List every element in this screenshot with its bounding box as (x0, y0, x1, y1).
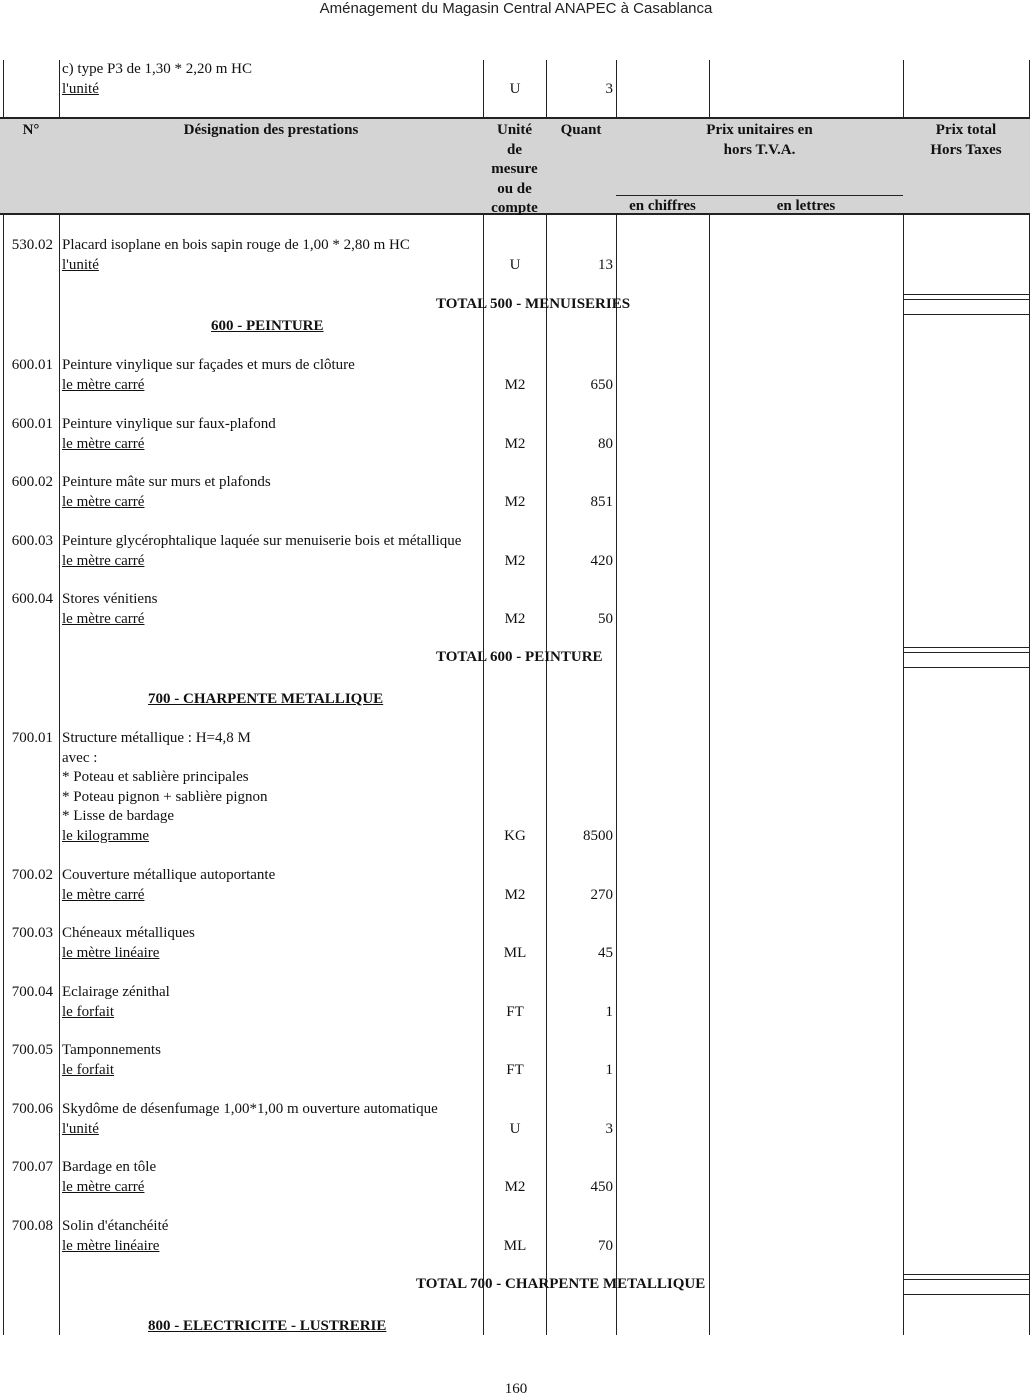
item-unit-label: le mètre carré (62, 493, 145, 510)
item-designation: Peinture vinylique sur façades et murs de clôture (62, 357, 355, 373)
item-designation: Couverture métallique autoportante (62, 867, 276, 883)
item-unit: M2 (504, 435, 526, 452)
header-in-figures: en chiffres (629, 198, 696, 214)
total-700-rule (903, 1294, 1029, 1295)
total-600-double-rule (903, 647, 1029, 653)
item-quantity: 270 (590, 886, 613, 903)
item-unit-label: le mètre linéaire (62, 1237, 160, 1254)
item-unit-label: le forfait (62, 1003, 115, 1020)
header-unit (483, 121, 546, 219)
item-unit: M2 (504, 552, 526, 569)
header-unit-price (616, 121, 903, 160)
item-unit: M2 (504, 493, 526, 510)
section-800-heading: 800 - ELECTRICITE - LUSTRERIE (148, 1318, 387, 1334)
item-unit-label: le mètre carré (62, 886, 145, 903)
total-600-rule (903, 667, 1029, 668)
item-designation: Eclairage zénithal (62, 984, 170, 1000)
item-designation: Placard isoplane en bois sapin rouge de 1,00 * 2,80 m HC (62, 237, 410, 253)
item-unit: U (509, 256, 521, 273)
item-quantity: 3 (605, 1120, 613, 1137)
item-unit: U (509, 1120, 521, 1137)
header-unit-line: mesure (491, 161, 538, 177)
item-designation: Peinture mâte sur murs et plafonds (62, 474, 271, 490)
item-unit: ML (503, 1237, 527, 1254)
item-designation: Peinture glycérophtalique laquée sur menuiserie bois et métallique (62, 533, 462, 549)
item-unit-label: le mètre carré (62, 435, 145, 452)
total-500: TOTAL 500 - MENUISERIES (436, 296, 631, 312)
item-designation: avec : (62, 749, 98, 766)
header-subdivider (616, 195, 903, 196)
item-number: 700.04 (11, 984, 53, 1000)
item-unit-label: le mètre linéaire (62, 944, 160, 961)
item-unit: ML (503, 944, 527, 961)
item-number: 530.02 (11, 237, 53, 253)
item-unit-label: l'unité (62, 256, 99, 273)
item-designation: Stores vénitiens (62, 591, 158, 607)
item-unit-label: le mètre carré (62, 1178, 145, 1195)
item-unit: FT (506, 1003, 524, 1020)
header-unit-price-line: Prix unitaires en (706, 122, 813, 138)
item-designation: * Poteau et sablière principales (62, 769, 249, 786)
header-unit-line: de (507, 141, 522, 158)
item-unit-label: le mètre carré (62, 610, 145, 627)
item-unit-label: le mètre carré (62, 376, 145, 393)
item-unit: M2 (504, 1178, 526, 1195)
item-quantity: 50 (598, 610, 613, 627)
header-total (903, 121, 1029, 160)
header-unit-line: ou de (497, 180, 532, 197)
total-500-double-rule (903, 294, 1029, 300)
header-unit-price-line: hors T.V.A. (723, 141, 796, 158)
item-unit-label: l'unité (62, 1120, 99, 1137)
item-number: 600.04 (11, 591, 53, 607)
item-unit-label: le forfait (62, 1061, 115, 1078)
header-unit-line: compte (491, 200, 538, 216)
item-number: 600.03 (11, 533, 53, 549)
carry-over-unit-label: l'unité (62, 81, 99, 97)
page-number: 160 (504, 1381, 528, 1397)
item-number: 700.07 (11, 1159, 53, 1175)
item-number: 700.08 (11, 1218, 53, 1234)
item-unit-label: le kilogramme (62, 828, 150, 844)
item-designation: Skydôme de désenfumage 1,00*1,00 m ouverture automatique (62, 1101, 438, 1117)
item-quantity: 70 (598, 1237, 613, 1254)
item-quantity: 851 (590, 493, 613, 510)
item-unit: KG (504, 828, 526, 844)
item-quantity: 650 (590, 376, 613, 393)
item-designation: Chéneaux métalliques (62, 925, 195, 941)
item-designation: Bardage en tôle (62, 1159, 157, 1175)
carry-over-quantity: 3 (605, 81, 613, 97)
item-number: 700.01 (11, 730, 53, 746)
total-700-double-rule (903, 1274, 1029, 1280)
page-header: Aménagement du Magasin Central ANAPEC à Casablanca (319, 0, 713, 17)
table-header (0, 117, 1030, 215)
item-number: 700.03 (11, 925, 53, 941)
item-number: 700.02 (11, 867, 53, 883)
header-total-line: Prix total (935, 122, 997, 138)
item-unit: M2 (504, 610, 526, 627)
item-number: 600.02 (11, 474, 53, 490)
item-designation: * Poteau pignon + sablière pignon (62, 788, 268, 805)
item-unit: M2 (504, 376, 526, 393)
item-designation: Peinture vinylique sur faux-plafond (62, 416, 276, 432)
item-number: 600.01 (11, 357, 53, 373)
header-num: N° (22, 122, 40, 138)
item-quantity: 1 (605, 1003, 613, 1020)
total-700: TOTAL 700 - CHARPENTE METALLIQUE (416, 1276, 706, 1292)
item-quantity: 45 (598, 944, 613, 961)
header-total-line: Hors Taxes (930, 141, 1002, 158)
item-number: 600.01 (11, 416, 53, 432)
total-600: TOTAL 600 - PEINTURE (436, 649, 603, 665)
item-designation: Solin d'étanchéité (62, 1218, 169, 1234)
item-quantity: 80 (598, 435, 613, 452)
item-quantity: 13 (598, 256, 613, 273)
section-600-heading: 600 - PEINTURE (211, 318, 324, 334)
header-designation: Désignation des prestations (183, 122, 359, 138)
item-unit-label: le mètre carré (62, 552, 145, 569)
item-number: 700.06 (11, 1101, 53, 1117)
item-quantity: 8500 (583, 828, 613, 844)
item-quantity: 420 (590, 552, 613, 569)
header-in-letters: en lettres (776, 198, 836, 214)
item-designation: Tamponnements (62, 1042, 161, 1058)
item-number: 700.05 (11, 1042, 53, 1058)
item-quantity: 450 (590, 1178, 613, 1195)
header-unit-line: Unité (497, 122, 532, 138)
section-700-heading: 700 - CHARPENTE METALLIQUE (148, 691, 384, 707)
item-unit: FT (506, 1061, 524, 1078)
item-unit: M2 (504, 886, 526, 903)
carry-over-unit: U (509, 81, 521, 97)
item-designation: * Lisse de bardage (62, 808, 175, 825)
header-quant: Quant (560, 122, 602, 138)
carry-over-designation: c) type P3 de 1,30 * 2,20 m HC (62, 61, 252, 77)
total-500-rule (903, 314, 1029, 315)
item-designation: Structure métallique : H=4,8 M (62, 730, 251, 746)
item-quantity: 1 (605, 1061, 613, 1078)
